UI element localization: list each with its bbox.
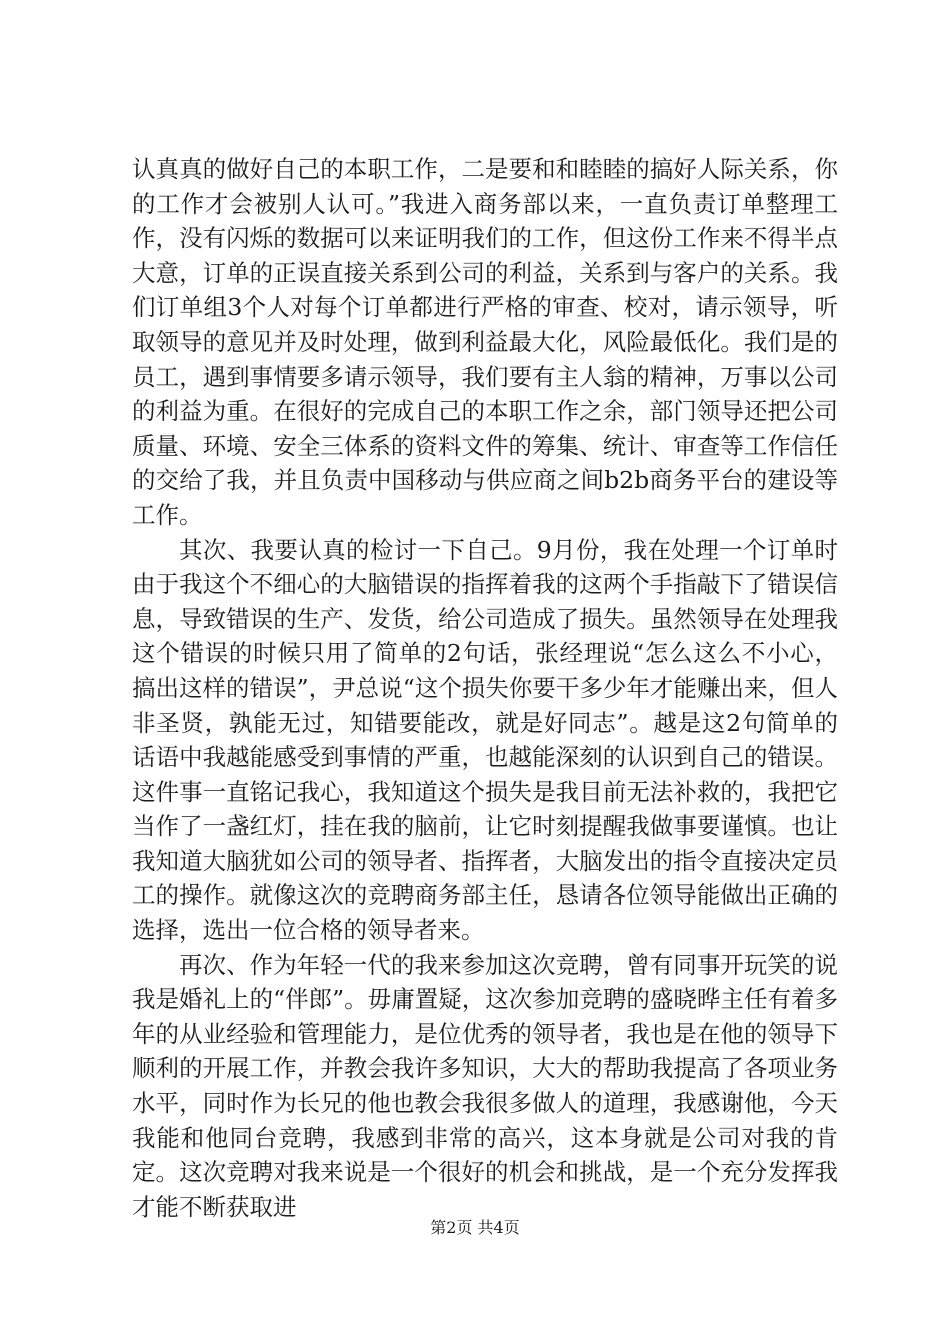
paragraph-2: 其次、我要认真的检讨一下自己。9月份，我在处理一个订单时由于我这个不细心的大脑错误的指挥着我的这两个手指敲下了错误信息，导致错误的生产、发货，给公司造成了损失。虽然领导在处理我这个错误的时候只用了简单的2句话，张经理说“怎么这么不小心，搞出这样的错误”，尹总说“这个损失你要干多少年才能赚出来，但人非圣贤，孰能无过，知错要能改，就是好同志”。越是这2句简单的话语中我越能感受到事情的严重，也越能深刻的认识到自己的错误。这件事一直铭记我心，我知道这个损失是我目前无法补救的，我把它当作了一盏红灯，挂在我的脑前，让它时刻提醒我做事要谨慎。也让我知道大脑犹如公司的领导者、指挥者，大脑发出的指令直接决定员工的操作。就像这次的竞聘商务部主任，恳请各位领导能做出正确的选择，选出一位合格的领导者来。 bbox=[132, 535, 838, 945]
document-body bbox=[132, 152, 838, 1224]
page-footer: 第2页 共4页 bbox=[430, 1218, 520, 1237]
paragraph-3: 再次、作为年轻一代的我来参加这次竞聘，曾有同事开玩笑的说我是婚礼上的“伴郎”。毋庸置疑，这次参加竞聘的盛晓晔主任有着多年的从业经验和管理能力，是位优秀的领导者，我也是在他的领导下顺利的开展工作，并教会我许多知识，大大的帮助我提高了各项业务水平，同时作为长兄的他也教会我很多做人的道理，我感谢他，今天我能和他同台竞聘，我感到非常的高兴，这本身就是公司对我的肯定。这次竞聘对我来说是一个很好的机会和挑战，是一个充分发挥我才能不断获取进 bbox=[132, 950, 838, 1221]
paragraph-1: 认真真的做好自己的本职工作，二是要和和睦睦的搞好人际关系，你的工作才会被别人认可。”我进入商务部以来，一直负责订单整理工作，没有闪烁的数据可以来证明我们的工作，但这份工作来不得半点大意，订单的正误直接关系到公司的利益，关系到与客户的关系。我们订单组3个人对每个订单都进行严格的审查、校对，请示领导，听取领导的意见并及时处理，做到利益最大化，风险最低化。我们是的员工，遇到事情要多请示领导，我们要有主人翁的精神，万事以公司的利益为重。在很好的完成自己的本职工作之余，部门领导还把公司质量、环境、安全三体系的资料文件的筹集、统计、审查等工作信任的交给了我，并且负责中国移动与供应商之间b2b商务平台的建设等工作。 bbox=[132, 155, 838, 529]
